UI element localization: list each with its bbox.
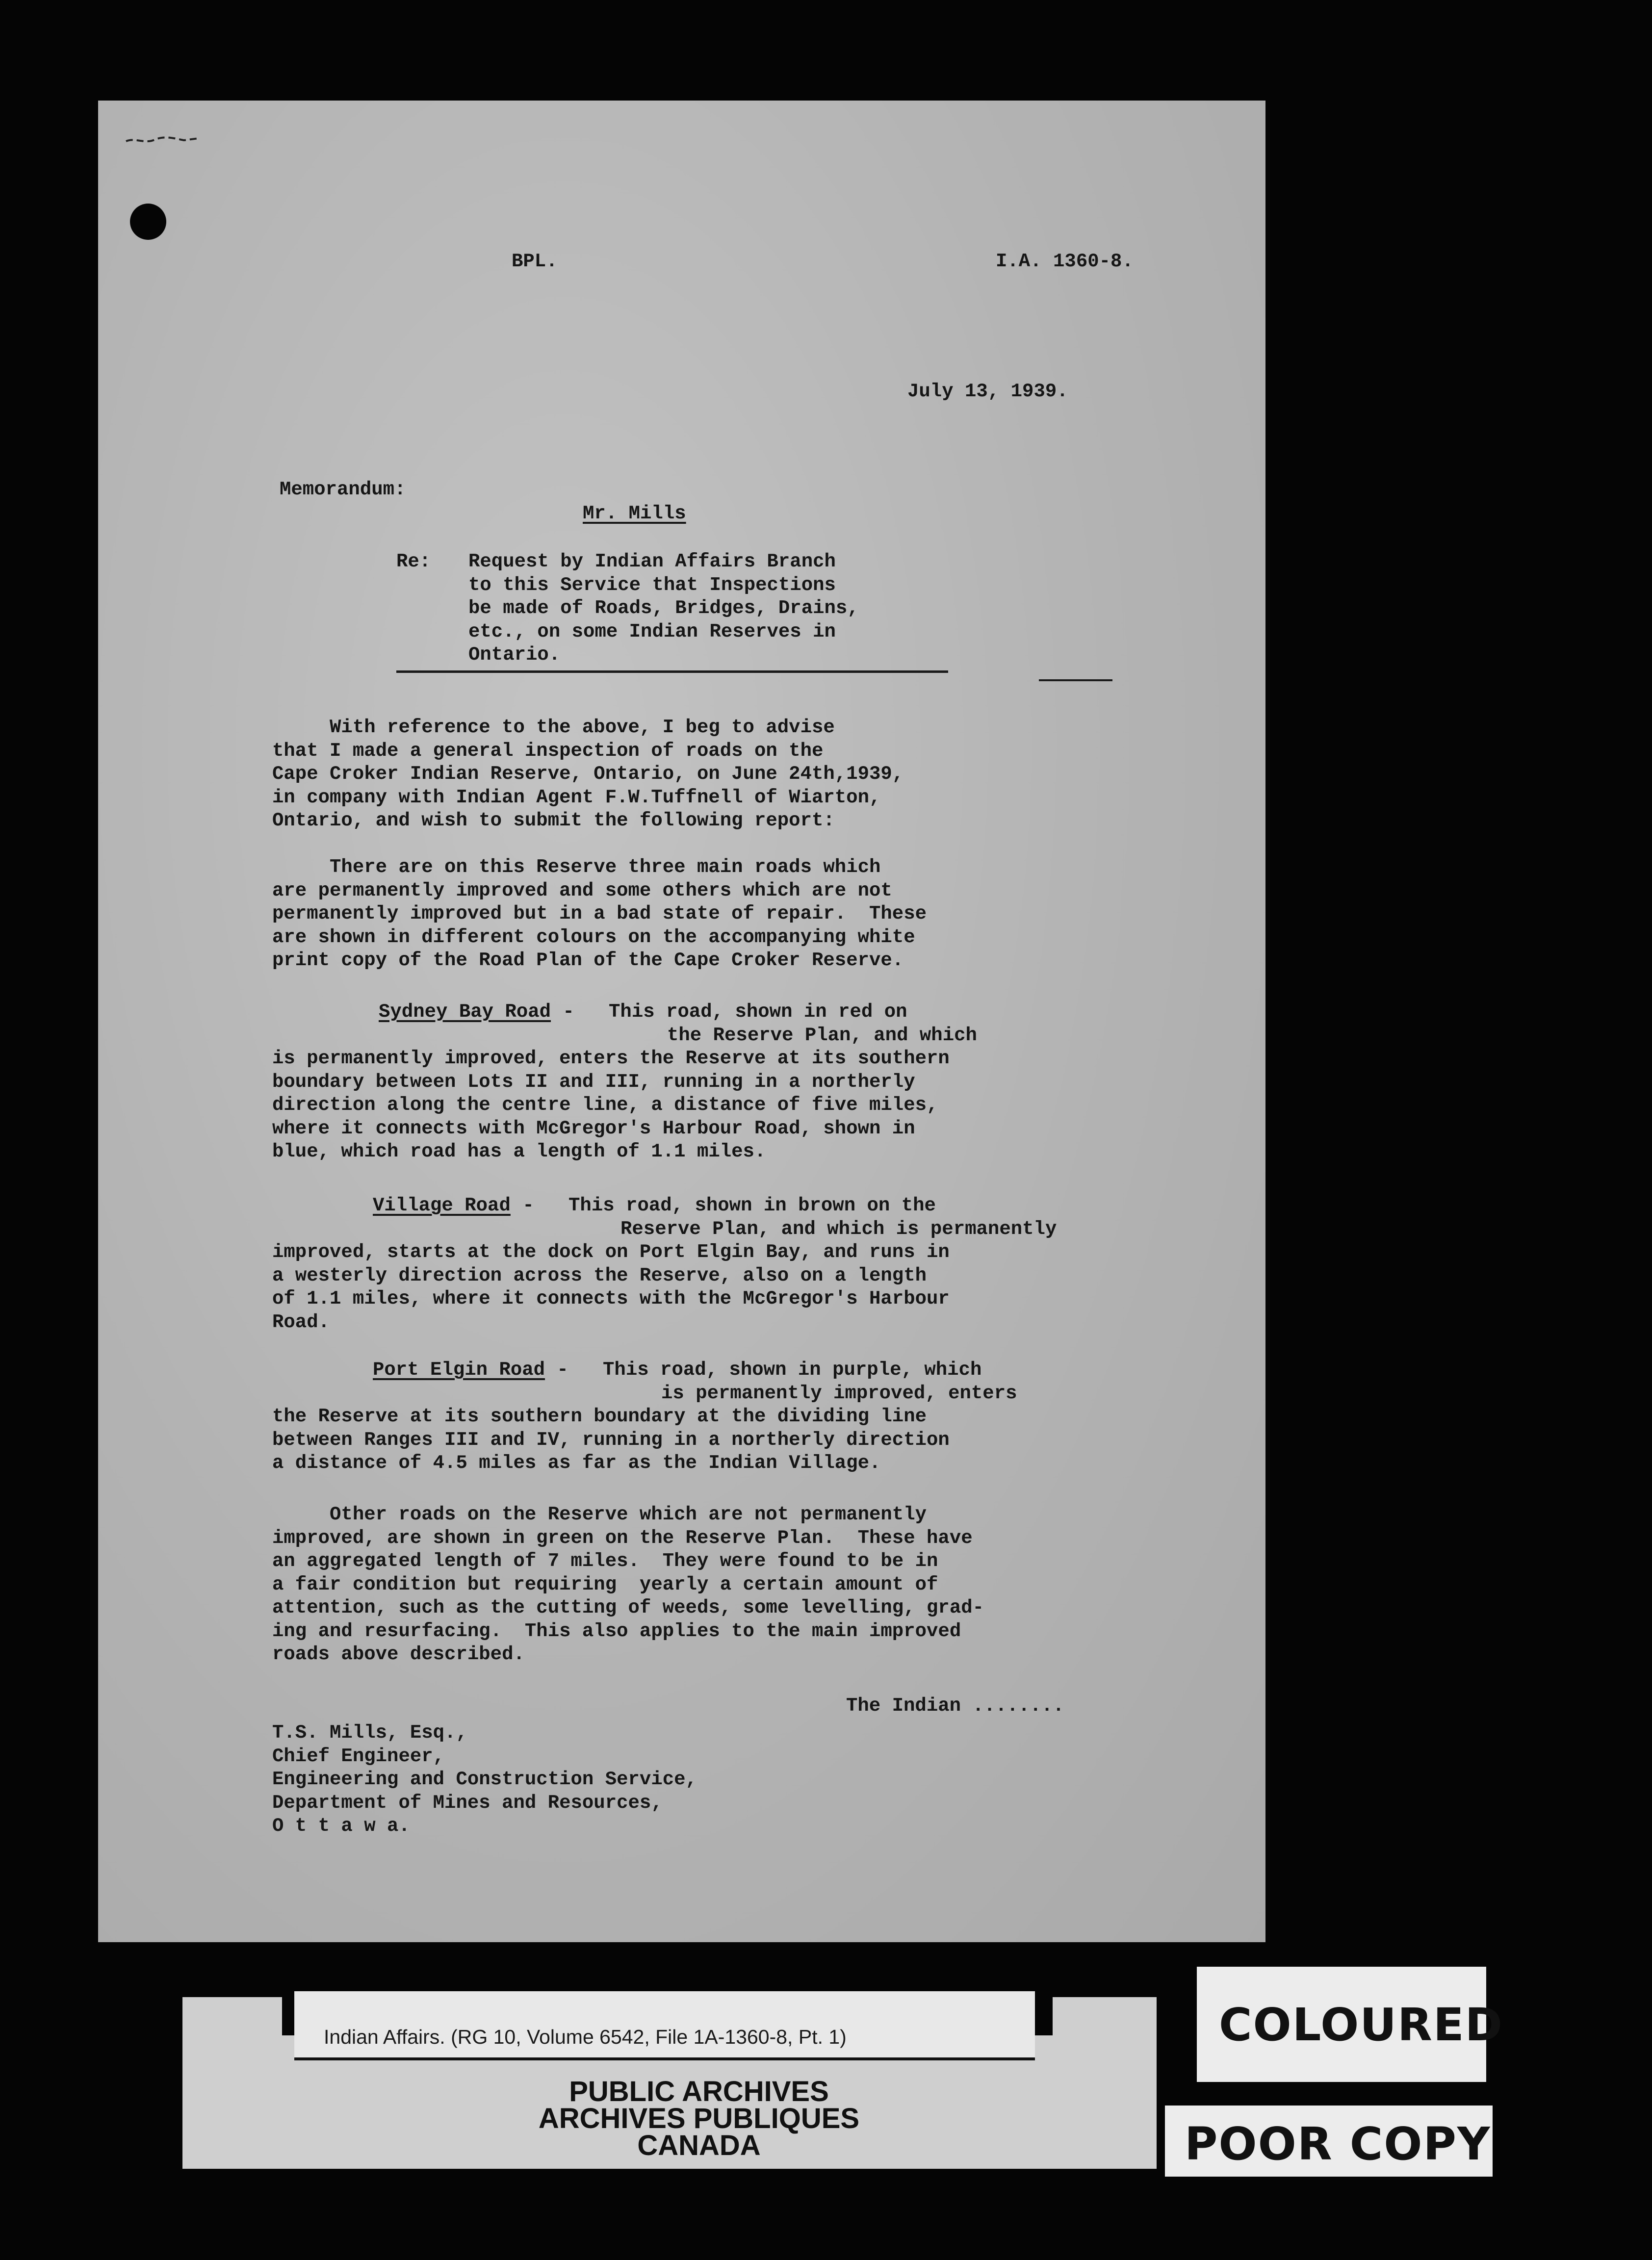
paragraph-line: ing and resurfacing. This also applies to the main improved [272, 1620, 961, 1642]
road-description-line: Reserve Plan, and which is permanently [620, 1218, 1057, 1240]
poor-copy-tag [1165, 2106, 1493, 2177]
paragraph-line: is permanently improved, enters the Reserve at its southern [272, 1048, 950, 1069]
road-description-start: - This road, shown in red on [551, 1001, 907, 1023]
paragraph-line: an aggregated length of 7 miles. They were found to be in [272, 1550, 938, 1572]
addressee-line: Engineering and Construction Service, [272, 1769, 697, 1790]
memo-date: July 13, 1939. [907, 381, 1068, 402]
subject-line: etc., on some Indian Reserves in [468, 620, 836, 642]
paragraph-line: are shown in different colours on the accompanying white [272, 926, 915, 948]
road-description-line: the Reserve Plan, and which [667, 1024, 977, 1046]
coloured-tag [1197, 1967, 1504, 2082]
paragraph-line: where it connects with McGregor's Harbour Road, shown in [272, 1117, 915, 1139]
road-description-line: is permanently improved, enters [661, 1382, 1017, 1404]
margin-dash [1039, 679, 1112, 681]
re-label: Re: [396, 551, 431, 572]
road-description-start: - This road, shown in brown on the [511, 1195, 936, 1216]
memo-heading: Memorandum: [280, 479, 406, 500]
paragraph-line: in company with Indian Agent F.W.Tuffnell of Wiarton, [272, 786, 881, 808]
continuation-catchword: The Indian ........ [846, 1695, 1064, 1717]
addressee-line: T.S. Mills, Esq., [272, 1722, 467, 1744]
punch-hole [130, 204, 166, 240]
paragraph-line: boundary between Lots II and III, running in a northerly [272, 1071, 915, 1093]
paragraph-line: Ontario, and wish to submit the following report: [272, 810, 835, 831]
paragraph-line: print copy of the Road Plan of the Cape Croker Reserve. [272, 950, 904, 971]
subject-line: be made of Roads, Bridges, Drains, [468, 597, 859, 619]
paragraph-line: Road. [272, 1311, 330, 1333]
subject-rule [396, 670, 948, 673]
subject-line: Request by Indian Affairs Branch [468, 551, 836, 572]
paragraph-line: between Ranges III and IV, running in a northerly direction [272, 1429, 950, 1451]
file-reference: I.A. 1360-8. [996, 251, 1134, 272]
archive-reference: Indian Affairs. (RG 10, Volume 6542, File 1A-1360-8, Pt. 1) [324, 2026, 847, 2048]
paragraph-line: Cape Croker Indian Reserve, Ontario, on June 24th,1939, [272, 763, 904, 785]
paragraph-line: With reference to the above, I beg to advise [272, 717, 835, 738]
paragraph-line: a fair condition but requiring yearly a certain amount of [272, 1573, 938, 1595]
paragraph-line: a distance of 4.5 miles as far as the Indian Village. [272, 1452, 881, 1474]
paragraph-line: attention, such as the cutting of weeds, some levelling, grad- [272, 1597, 984, 1618]
sender-initials: BPL. [512, 251, 558, 272]
road-name: Village Road [373, 1195, 511, 1216]
addressee-line: Chief Engineer, [272, 1745, 445, 1767]
paragraph-line: a westerly direction across the Reserve, also on a length [272, 1264, 927, 1286]
memo-recipient: Mr. Mills [583, 503, 686, 524]
paragraph-line: Other roads on the Reserve which are not permanently [272, 1504, 927, 1525]
subject-line: Ontario. [468, 644, 561, 666]
paragraph-line: improved, starts at the dock on Port Elgin Bay, and runs in [272, 1241, 950, 1263]
paragraph-line: improved, are shown in green on the Reserve Plan. These have [272, 1527, 973, 1549]
road-description-start: - This road, shown in purple, which [545, 1359, 982, 1381]
paragraph-line: roads above described. [272, 1644, 525, 1665]
addressee-line: O t t a w a. [272, 1815, 410, 1837]
archive-stamp-line: CANADA [637, 2130, 761, 2161]
addressee-line: Department of Mines and Resources, [272, 1792, 663, 1814]
paragraph-line: permanently improved but in a bad state of repair. These [272, 903, 927, 925]
subject-line: to this Service that Inspections [468, 574, 836, 596]
paragraph-line: of 1.1 miles, where it connects with the McGregor's Harbour [272, 1288, 950, 1310]
handwritten-corner-marks [125, 132, 204, 147]
paragraph-line: blue, which road has a length of 1.1 miles. [272, 1141, 766, 1162]
archive-stamp-line: ARCHIVES PUBLIQUES [538, 2103, 860, 2134]
coloured-tag-text: COLOURED [1219, 1999, 1504, 2051]
paragraph-line: that I made a general inspection of roads on the [272, 740, 824, 762]
road-name: Port Elgin Road [373, 1359, 545, 1381]
road-name: Sydney Bay Road [379, 1001, 551, 1023]
paragraph-line: are permanently improved and some others which are not [272, 879, 892, 901]
archive-stamp-line: PUBLIC ARCHIVES [569, 2076, 829, 2107]
paragraph-line: There are on this Reserve three main roads which [272, 856, 881, 878]
strip-notch [1034, 1997, 1053, 2035]
paragraph-line: the Reserve at its southern boundary at the dividing line [272, 1406, 927, 1427]
paragraph-line: direction along the centre line, a distance of five miles, [272, 1094, 938, 1116]
poor-copy-tag-text: POOR COPY [1185, 2118, 1491, 2170]
